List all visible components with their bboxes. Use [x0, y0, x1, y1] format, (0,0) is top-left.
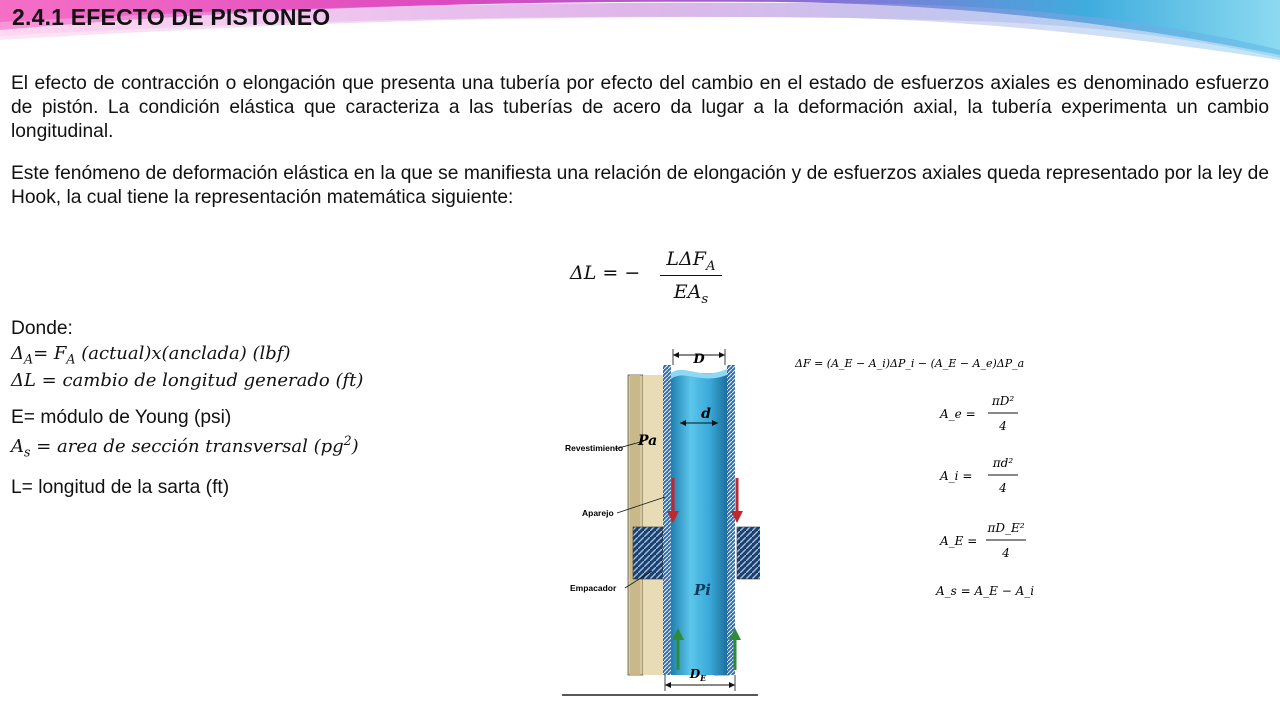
- tubing-wall-left: [663, 365, 671, 675]
- equation-fraction: [660, 246, 722, 305]
- equation-lhs: ΔL = −: [570, 262, 641, 284]
- formula-Ai-lhs: A_i =: [940, 469, 973, 483]
- formula-As: A_s = A_E − A_i: [936, 584, 1035, 598]
- packer-left: [633, 527, 663, 579]
- svg-text:πD_E²: πD_E²: [987, 521, 1025, 535]
- donde-label: Donde:: [11, 318, 73, 339]
- svg-text:4: 4: [999, 419, 1007, 433]
- equation-numerator: $L\Delta F_A$: [666, 248, 716, 274]
- paragraph-intro: El efecto de contracción o elongación que presenta una tubería por efecto del cambio en el estado de esfuerzos axiales es denominado esfuerzo de pistón. La condición elástica que caracteriza a las tuberías de acero da lugar a la deformación axial, la tubería experimenta un cambio longitudinal.: [11, 73, 1269, 142]
- svg-text:D: D: [693, 352, 705, 367]
- tubing-bore: [671, 373, 727, 675]
- definition-young: E= módulo de Young (psi): [11, 407, 232, 428]
- svg-text:Pa: Pa: [638, 433, 658, 449]
- svg-text:Revestimiento: Revestimiento: [565, 443, 624, 453]
- slide-title: 2.4.1 EFECTO DE PISTONEO: [12, 4, 331, 30]
- area-formulas: [790, 345, 1110, 615]
- svg-text:πD²: πD²: [991, 394, 1015, 408]
- svg-text:4: 4: [1002, 546, 1010, 560]
- svg-text:DE: $D_E$: [689, 667, 707, 683]
- svg-text:4: 4: [999, 481, 1007, 495]
- definition-delta-l: ΔL = cambio de longitud generado (ft): [11, 370, 364, 391]
- svg-text:πd²: πd²: [992, 456, 1014, 470]
- svg-text:d: d: [701, 406, 711, 422]
- tubing-wall-right: [727, 365, 735, 675]
- definition-delta-a: $\Delta_A= F_A$ (actual)x(anclada) (lbf): [11, 343, 291, 367]
- paragraph-hooke: Este fenómeno de deformación elástica en la que se manifiesta una relación de elongación y de esfuerzos axiales queda representado por la ley de Hook, la cual tiene la representación matemática siguiente:: [11, 163, 1269, 208]
- fraction-bar: [660, 275, 722, 276]
- equation-denominator: $EA_s$: [673, 281, 709, 307]
- piston-effect-diagram: [560, 345, 760, 720]
- definition-area: $A_s$ = area de sección transversal $(pg^2)$: [11, 433, 359, 460]
- svg-text:Pi: Pi: [694, 581, 711, 599]
- definition-length: L= longitud de la sarta (ft): [11, 477, 230, 498]
- svg-text:Aparejo: Aparejo: [582, 508, 614, 518]
- formula-deltaF: ΔF = (A_E − A_i)ΔP_i − (A_E − A_e)ΔP_a: [795, 357, 1025, 370]
- formula-AE-lhs: A_E =: [940, 534, 978, 548]
- svg-text:Empacador: Empacador: [570, 583, 617, 593]
- formula-Ae-lhs: A_e =: [940, 407, 976, 421]
- packer-right: [737, 527, 760, 579]
